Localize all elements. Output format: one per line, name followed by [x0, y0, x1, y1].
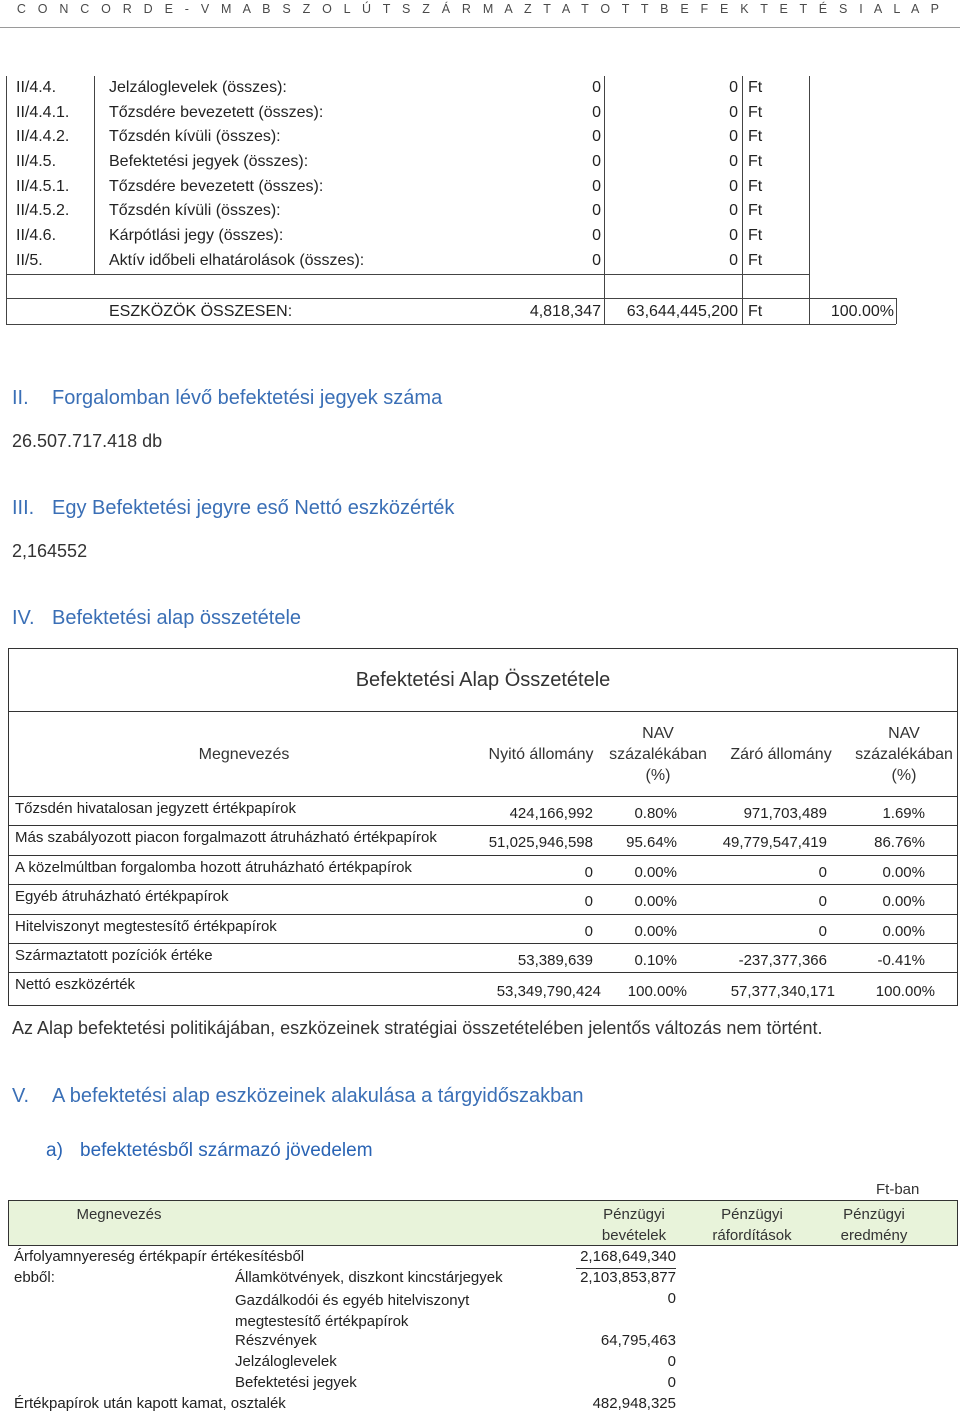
- income-row-sublabel: Részvények: [235, 1332, 317, 1349]
- column-header: Pénzügyi eredmény: [840, 1206, 908, 1244]
- section-heading-3: III. Egy Befektetési jegyre eső Nettó eszközérték: [12, 497, 455, 519]
- table-border: [896, 298, 897, 324]
- income-row-value: 0: [667, 1353, 676, 1370]
- section-heading-4: IV. Befektetési alap összetétele: [12, 607, 302, 629]
- policy-note: Az Alap befektetési politikájában, eszközeinek stratégiai összetételében jelentős változás nem történt.: [12, 1018, 823, 1038]
- income-table-header: [8, 1200, 958, 1246]
- column-header: Nyitó állomány: [488, 745, 594, 763]
- total-row: ESZKÖZÖK ÖSSZESEN: 4,818,347 63,644,445,200 Ft 100.00%: [109, 303, 894, 320]
- composition-table: [8, 648, 958, 1006]
- table-row: II/4.5.2. Tőzsdén kívüli (összes): 0 0 Ft: [16, 202, 763, 220]
- table-border: [6, 298, 896, 299]
- composition-table-title: Befektetési Alap Összetétele: [9, 649, 957, 712]
- subsection-heading-a: a) befektetésből származó jövedelem: [46, 1140, 373, 1161]
- column-header: NAV százalékában (%): [855, 724, 953, 784]
- section-heading-2: II. Forgalomban lévő befektetési jegyek száma: [12, 387, 443, 409]
- table-border: [6, 274, 809, 275]
- table-row: II/4.4.1. Tőzsdére bevezetett (összes): 0 0 Ft: [16, 103, 763, 121]
- income-row-sublabel: Befektetési jegyek: [235, 1374, 357, 1391]
- column-header: Megnevezés: [76, 1206, 162, 1223]
- income-row-sublabel: Gazdálkodói és egyéb hitelviszonyt megtestesítő értékpapírok: [235, 1292, 470, 1330]
- header-divider: [0, 27, 960, 28]
- column-header: Megnevezés: [198, 745, 290, 763]
- income-row-sublabel: Jelzáloglevelek: [235, 1353, 337, 1370]
- table-row: Más szabályozott piacon forgalmazott átruházható értékpapírok 51,025,946,598 95.64% 49,779,547,419 86.76%: [9, 825, 957, 855]
- column-header: Záró állomány: [730, 745, 832, 763]
- income-row-label: ebből:: [14, 1269, 55, 1286]
- table-row: II/4.5.1. Tőzsdére bevezetett (összes): 0 0 Ft: [16, 177, 763, 195]
- income-row-label: Árfolyamnyereség értékpapír értékesítésből: [14, 1248, 305, 1265]
- nav-per-unit: 2,164552: [12, 541, 88, 561]
- table-row: Nettó eszközérték 53,349,790,424 100.00% 57,377,340,171 100.00%: [9, 972, 957, 1006]
- table-row: Hitelviszonyt megtestesítő értékpapírok 0 0.00% 0 0.00%: [9, 914, 957, 944]
- table-row: II/4.6. Kárpótlási jegy (összes): 0 0 Ft: [16, 227, 763, 245]
- income-row-value: 64,795,463: [600, 1332, 676, 1349]
- table-row: II/5. Aktív időbeli elhatárolások (összes): 0 0 Ft: [16, 251, 763, 269]
- table-row: II/4.4.2. Tőzsdén kívüli (összes): 0 0 Ft: [16, 128, 763, 146]
- table-row: Származtatott pozíciók értéke 53,389,639 0.10% -237,377,366 -0.41%: [9, 943, 957, 973]
- income-row-value: 2,103,853,877: [580, 1269, 676, 1286]
- column-header: NAV százalékában (%): [609, 724, 707, 784]
- section-heading-5: V. A befektetési alap eszközeinek alakulása a tárgyidőszakban: [12, 1085, 584, 1107]
- column-header: Pénzügyi bevételek: [601, 1206, 667, 1244]
- unit-label: Ft-ban: [876, 1181, 920, 1198]
- units-in-circulation: 26.507.717.418 db: [12, 431, 163, 451]
- income-row-value: 2,168,649,340: [580, 1248, 676, 1265]
- income-row-label: Értékpapírok után kapott kamat, osztalék: [14, 1395, 286, 1412]
- income-row-sublabel: Államkötvények, diszkont kincstárjegyek: [235, 1269, 503, 1286]
- asset-table: [6, 76, 896, 320]
- document-header: C O N C O R D E - V M A B S Z O L Ú T S Z Á R M A Z T A T O T T B E F E K T E T É S I A L A P: [16, 2, 944, 16]
- income-row-value: 0: [667, 1290, 676, 1307]
- table-row: Egyéb átruházható értékpapírok 0 0.00% 0 0.00%: [9, 884, 957, 914]
- income-row-value: 482,948,325: [592, 1395, 676, 1412]
- column-header: Pénzügyi ráfordítások: [712, 1206, 792, 1244]
- income-row-value: 0: [667, 1374, 676, 1391]
- table-row: II/4.5. Befektetési jegyek (összes): 0 0 Ft: [16, 153, 763, 171]
- table-row: Tőzsdén hivatalosan jegyzett értékpapírok 424,166,992 0.80% 971,703,489 1.69%: [9, 796, 957, 826]
- table-row: A közelmúltban forgalomba hozott átruházható értékpapírok 0 0.00% 0 0.00%: [9, 855, 957, 885]
- table-row: II/4.4. Jelzáloglevelek (összes): 0 0 Ft: [16, 79, 763, 96]
